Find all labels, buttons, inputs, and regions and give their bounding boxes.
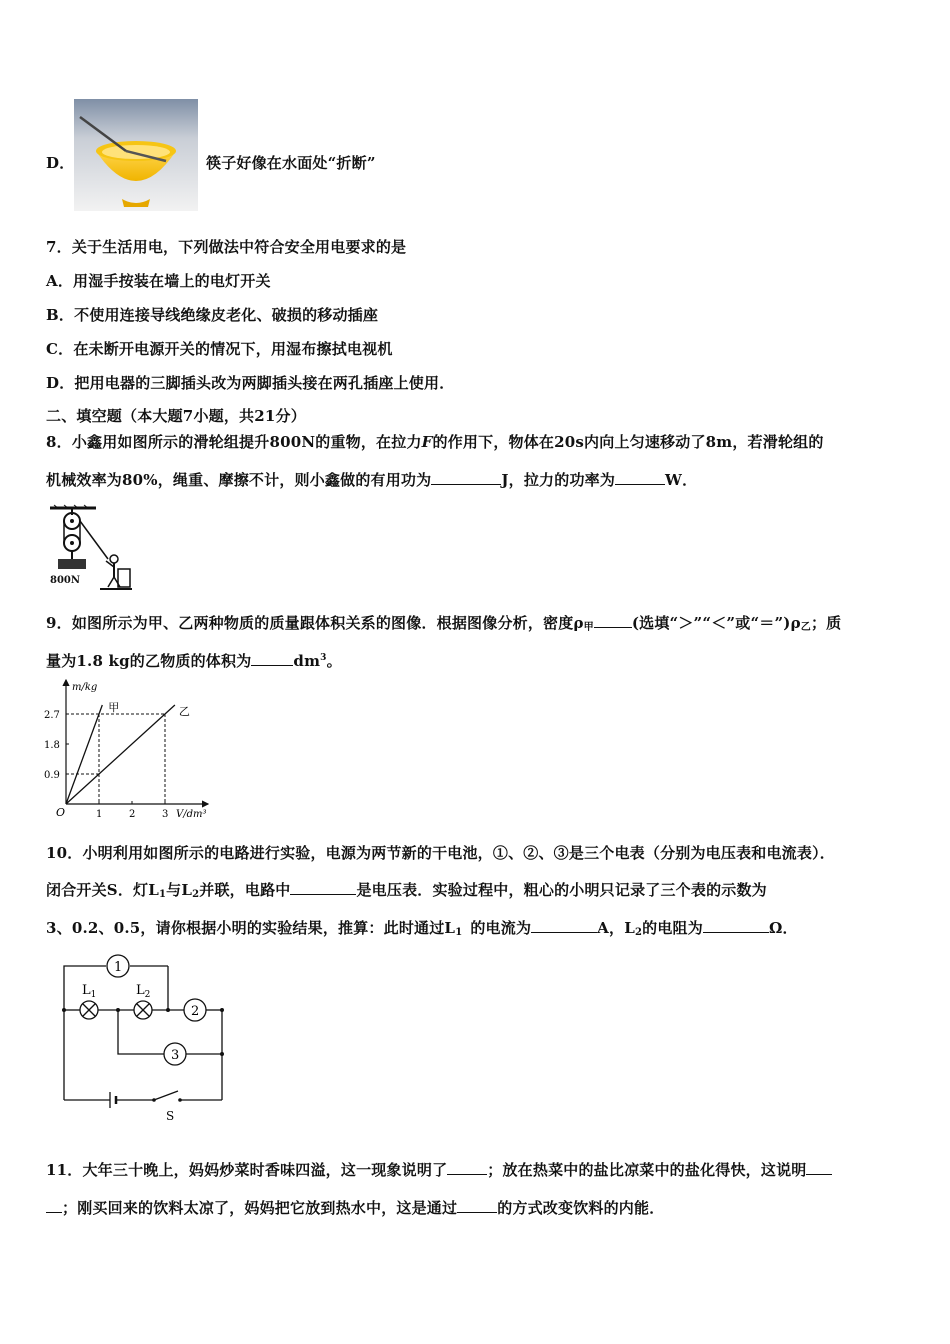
- chopsticks-bowl-photo: [74, 99, 198, 211]
- q10-sub-2a: 2: [192, 889, 200, 900]
- q9-sub-jia: 甲: [583, 622, 594, 633]
- q8-text-b: 的作用下，物体在20s内向上匀速移动了8m，若滑轮组的: [432, 433, 824, 451]
- lamp-1-label: $L_1$: [82, 983, 97, 1000]
- section-heading-fill-in: 二、填空题（本大题7小题，共21分）: [46, 407, 306, 425]
- x-tick-label: 2: [129, 809, 136, 820]
- q11-blank-2b[interactable]: [46, 1198, 62, 1213]
- q7-option-c: C．在未断开电源开关的情况下，用湿布擦拭电视机: [46, 340, 393, 358]
- circuit-diagram: [56, 954, 232, 1124]
- q9-text-d: 量为1.8 kg的乙物质的体积为: [46, 652, 252, 670]
- q11-text-d: 的方式改变饮料的内能．: [497, 1199, 665, 1217]
- q9-text-b: (选填“＞”“＜”或“＝”)ρ: [631, 614, 801, 632]
- x-tick-label: 1: [96, 809, 103, 820]
- q9-text-c: ；质: [810, 614, 842, 632]
- origin-label: O: [56, 806, 66, 819]
- meter-3-label: 3: [171, 1048, 180, 1063]
- q8-load-label: 800N: [50, 575, 81, 586]
- series-line-yi: [66, 705, 175, 804]
- q8-force-symbol: F: [421, 433, 433, 451]
- q11-text-b: ；放在热菜中的盐比凉菜中的盐化得快，这说明: [487, 1161, 807, 1179]
- q11-blank-2a[interactable]: [806, 1160, 832, 1175]
- q10-blank-voltmeter[interactable]: [290, 880, 356, 895]
- q9-line1: [46, 612, 841, 633]
- q9-text-a: 9．如图所示为甲、乙两种物质的质量跟体积关系的图像．根据图像分析，密度ρ: [46, 614, 584, 632]
- y-axis-label: m/kg: [72, 682, 98, 693]
- q6-option-d-label: D．: [46, 154, 75, 172]
- q11-text-a: 11．大年三十晚上，妈妈炒菜时香味四溢，这一现象说明了: [46, 1161, 448, 1179]
- q8-line2: [46, 469, 697, 490]
- q10-text-b: 与L: [166, 881, 193, 899]
- q10-sub-1b: 1: [455, 927, 463, 938]
- q7-stem: 7．关于生活用电，下列做法中符合安全用电要求的是: [46, 238, 407, 256]
- q10-text-f: 的电流为: [470, 919, 532, 937]
- q8-text-d: J，拉力的功率为: [501, 471, 616, 489]
- q10-text-c: 并联，电路中: [199, 881, 291, 899]
- q10-blank-current[interactable]: [531, 918, 597, 933]
- q10-sub-2b: 2: [634, 927, 643, 938]
- q8-blank-useful-work[interactable]: [431, 470, 501, 485]
- series-line-jia: [66, 705, 102, 804]
- q9-text-f: 。: [326, 652, 342, 670]
- y-tick-label: 1.8: [44, 740, 60, 751]
- meter-1-label: 1: [114, 960, 123, 975]
- q9-sub-yi: 乙: [800, 622, 811, 633]
- y-tick-label: 0.9: [44, 770, 60, 781]
- q6-option-d-text: 筷子好像在水面处“折断”: [206, 154, 376, 172]
- q10-text-h: 的电阻为: [642, 919, 703, 937]
- series-label-yi: 乙: [178, 705, 190, 718]
- meter-2-label: 2: [191, 1004, 200, 1019]
- q10-text-i: Ω．: [768, 919, 798, 937]
- q7-option-d: D．把用电器的三脚插头改为两脚插头接在两孔插座上使用．: [46, 374, 455, 392]
- q11-blank-3[interactable]: [457, 1198, 497, 1213]
- q10-line1: 10．小明利用如图所示的电路进行实验，电源为两节新的干电池，①、②、③是三个电表（分别为电压表和电流表）．: [46, 844, 835, 862]
- q10-text-a: 闭合开关S．灯L: [46, 881, 159, 899]
- mass-volume-chart: [42, 676, 212, 822]
- q11-line1: [46, 1159, 832, 1180]
- q10-blank-resistance[interactable]: [703, 918, 769, 933]
- q10-sub-1a: 1: [158, 889, 167, 900]
- q9-sup-3: 3: [320, 653, 327, 663]
- q9-blank-volume[interactable]: [251, 651, 293, 666]
- q11-blank-1[interactable]: [447, 1160, 487, 1175]
- q10-text-e: 3、0.2、0.5，请你根据小明的实验结果，推算：此时通过L: [46, 919, 456, 937]
- x-axis-label: V/dm³: [176, 809, 207, 820]
- q9-text-e: dm: [293, 652, 321, 670]
- q10-line3: [46, 917, 798, 938]
- q11-text-c: ；刚买回来的饮料太凉了，妈妈把它放到热水中，这是通过: [62, 1199, 458, 1217]
- q10-line2: [46, 879, 767, 900]
- q9-line2: [46, 650, 342, 671]
- q9-blank-compare[interactable]: [594, 613, 632, 628]
- q8-line1: [46, 431, 824, 452]
- y-tick-label: 2.7: [44, 710, 60, 721]
- switch-label: S: [166, 1109, 175, 1123]
- q7-option-b: B．不使用连接导线绝缘皮老化、破损的移动插座: [46, 306, 379, 324]
- x-tick-label: 3: [162, 809, 169, 820]
- q11-line2: [46, 1197, 664, 1218]
- q10-text-g: A，L: [597, 919, 635, 937]
- pulley-system-figure: [44, 503, 134, 593]
- q8-text-c: 机械效率为80%，绳重、摩擦不计，则小鑫做的有用功为: [46, 471, 432, 489]
- series-label-jia: 甲: [108, 701, 120, 714]
- q7-option-a: A．用湿手按装在墙上的电灯开关: [46, 272, 271, 290]
- q8-text-e: W．: [665, 471, 698, 489]
- q8-text-a: 8．小鑫用如图所示的滑轮组提升800N的重物，在拉力: [46, 433, 422, 451]
- q8-blank-power[interactable]: [615, 470, 665, 485]
- q10-text-d: 是电压表．实验过程中，粗心的小明只记录了三个表的示数为: [356, 881, 767, 899]
- lamp-2-label: $L_2$: [136, 983, 151, 1000]
